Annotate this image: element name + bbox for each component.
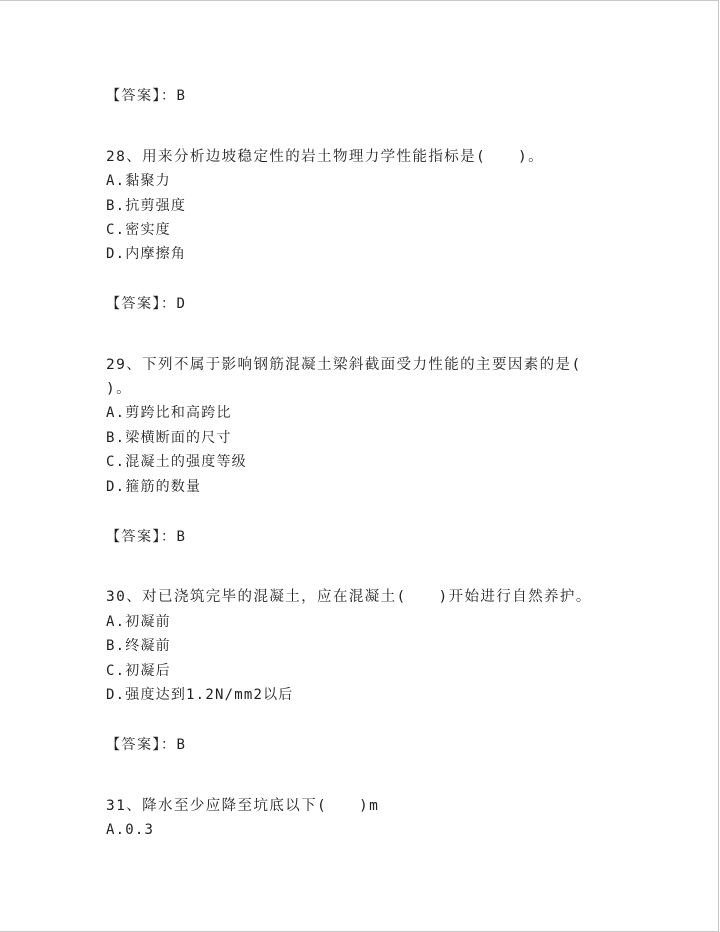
answer-label-30: 【答案】：B	[106, 737, 187, 753]
question-28-option-d: D.内摩擦角	[106, 246, 187, 262]
answer-label-29: 【答案】：B	[106, 529, 187, 545]
question-29-text: 29、下列不属于影响钢筋混凝土梁斜截面受力性能的主要因素的是(	[106, 357, 582, 373]
answer-label-27: 【答案】：B	[106, 88, 187, 104]
question-28-option-b: B.抗剪强度	[106, 198, 187, 214]
question-31-option-a: A.0.3	[106, 822, 155, 838]
question-28-option-a: A.黏聚力	[106, 173, 171, 189]
question-29-option-b: B.梁横断面的尺寸	[106, 430, 232, 446]
question-28-option-c: C.密实度	[106, 222, 171, 238]
question-30-text: 30、对已浇筑完毕的混凝土，应在混凝土( )开始进行自然养护。	[106, 589, 592, 605]
question-28-text: 28、用来分析边坡稳定性的岩土物理力学性能指标是( )。	[106, 149, 545, 165]
question-31-text: 31、降水至少应降至坑底以下( )m	[106, 798, 380, 814]
answer-label-28: 【答案】：D	[106, 296, 187, 312]
question-29-option-a: A.剪跨比和高跨比	[106, 405, 232, 421]
question-29-text-cont: )。	[106, 381, 133, 397]
question-29-option-d: D.箍筋的数量	[106, 479, 202, 495]
question-29-option-c: C.混凝土的强度等级	[106, 454, 247, 470]
question-30-option-a: A.初凝前	[106, 614, 171, 630]
question-30-option-b: B.终凝前	[106, 638, 171, 654]
question-30-option-d: D.强度达到1.2N/mm2以后	[106, 687, 294, 703]
question-30-option-c: C.初凝后	[106, 663, 171, 679]
